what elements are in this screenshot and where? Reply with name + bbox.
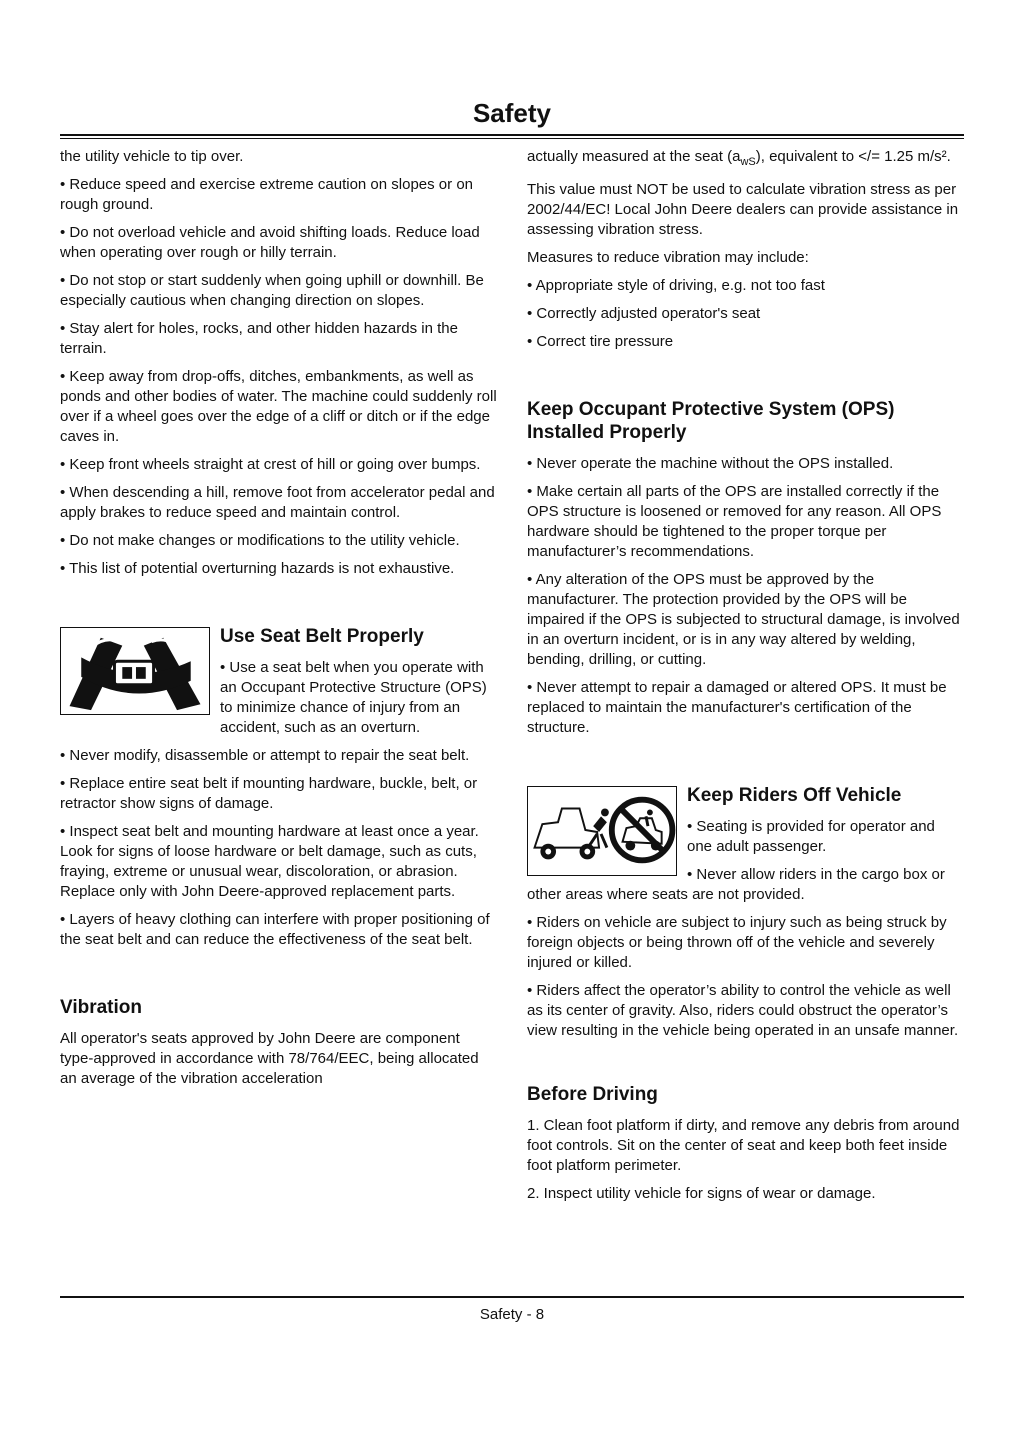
left-column <box>60 147 497 1097</box>
paragraph: actually measured at the seat $(a_{wS})$, equivalent to </= 1.25 m/s². <box>527 148 951 168</box>
list-item: • Stay alert for holes, rocks, and other hidden hazards in the terrain. <box>60 320 458 357</box>
seat-belt-icon <box>61 628 209 714</box>
list-item: 2. Inspect utility vehicle for signs of wear or damage. <box>527 1185 876 1202</box>
list-item: • Inspect seat belt and mounting hardware at least once a year. Look for signs of loose hardware or belt damage, such as cuts, fraying, extreme or unusual wear, discoloration, or abrasion. Replace only with John Deere-approved replacement parts. <box>60 823 479 900</box>
paragraph: All operator's seats approved by John Deere are component type-approved in accordance with 78/764/EEC, being allocated an average of the vibration acceleration <box>60 1030 479 1087</box>
list-item: • Never operate the machine without the OPS installed. <box>527 455 894 472</box>
before-driving-heading: Before Driving <box>527 1084 658 1105</box>
paragraph: the utility vehicle to tip over. <box>60 148 244 165</box>
list-item: • Layers of heavy clothing can interfere with proper positioning of the seat belt and can reduce the effectiveness of the seat belt. <box>60 911 490 948</box>
list-item: • Make certain all parts of the OPS are installed correctly if the OPS structure is loosened or removed for any reason. All OPS hardware should be tightened to the proper torque per manufacturer’s recommendations. <box>527 483 942 560</box>
list-item: • Use a seat belt when you operate with an Occupant Protective Structure (OPS) to minimize chance of injury from an accident, such as an overturn. <box>220 659 487 736</box>
paragraph: This value must NOT be used to calculate vibration stress as per 2002/44/EC! Local John Deere dealers can provide assistance in assessing vibration stress. <box>527 181 959 238</box>
list-item: • Do not stop or start suddenly when going uphill or downhill. Be especially cautious when changing direction on slopes. <box>60 272 484 309</box>
list-item: • Any alteration of the OPS must be approved by the manufacturer. The protection provided by the OPS will be impaired if the OPS is subjected to structural damage, is involved in an overturn incident, or is in any way altered by welding, bending, drilling, or cutting. <box>527 571 960 668</box>
page-number: Safety - 8 <box>479 1306 545 1323</box>
riders-heading: Keep Riders Off Vehicle <box>687 785 902 806</box>
list-item: • Correctly adjusted operator's seat <box>527 305 761 322</box>
list-item: • Never allow riders in the cargo box or other areas where seats are not provided. <box>527 866 945 903</box>
no-riders-icon <box>528 787 676 875</box>
no-riders-illustration <box>527 786 677 876</box>
right-column <box>527 147 964 1212</box>
list-item: • Riders affect the operator’s ability to control the vehicle as well as its center of gravity. Also, riders could obstruct the operator’s view resulting in the vehicle being operated in an unsafe manner. <box>527 982 959 1039</box>
page-title: Safety <box>472 98 552 128</box>
header-rule <box>60 134 964 136</box>
list-item: • Riders on vehicle are subject to injury such as being struck by foreign objects or being thrown off of the vehicle and severely injured or killed. <box>527 914 947 971</box>
paragraph: Measures to reduce vibration may include: <box>527 249 809 266</box>
list-item: • When descending a hill, remove foot from accelerator pedal and apply brakes to reduce speed and maintain control. <box>60 484 495 521</box>
list-item: • Seating is provided for operator and one adult passenger. <box>687 818 935 855</box>
list-item: • Keep away from drop-offs, ditches, embankments, as well as ponds and other bodies of water. The machine could suddenly roll over if a wheel goes over the edge of a cliff or ditch or if the edge caves in. <box>60 368 497 445</box>
footer-rule <box>60 1296 964 1298</box>
list-item: • Never attempt to repair a damaged or altered OPS. It must be replaced to maintain the manufacturer's certification of the structure. <box>527 679 947 736</box>
list-item: • Keep front wheels straight at crest of hill or going over bumps. <box>60 456 481 473</box>
seat-belt-heading: Use Seat Belt Properly <box>220 626 424 647</box>
list-item: • Do not overload vehicle and avoid shifting loads. Reduce load when operating over rough or hilly terrain. <box>60 224 480 261</box>
list-item: • Correct tire pressure <box>527 333 674 350</box>
ops-heading: Keep Occupant Protective System (OPS) Installed Properly <box>527 399 895 443</box>
list-item: 1. Clean foot platform if dirty, and remove any debris from around foot controls. Sit on the center of seat and keep both feet inside foot platform perimeter. <box>527 1117 960 1174</box>
list-item: • This list of potential overturning hazards is not exhaustive. <box>60 560 455 577</box>
list-item: • Do not make changes or modifications to the utility vehicle. <box>60 532 460 549</box>
header-rule-thin <box>60 138 964 139</box>
list-item: • Never modify, disassemble or attempt to repair the seat belt. <box>60 747 470 764</box>
list-item: • Replace entire seat belt if mounting hardware, buckle, belt, or retractor show signs of damage. <box>60 775 478 812</box>
list-item: • Appropriate style of driving, e.g. not too fast <box>527 277 825 294</box>
seat-belt-illustration <box>60 627 210 715</box>
vibration-heading: Vibration <box>60 997 142 1018</box>
list-item: • Reduce speed and exercise extreme caution on slopes or on rough ground. <box>60 176 473 213</box>
